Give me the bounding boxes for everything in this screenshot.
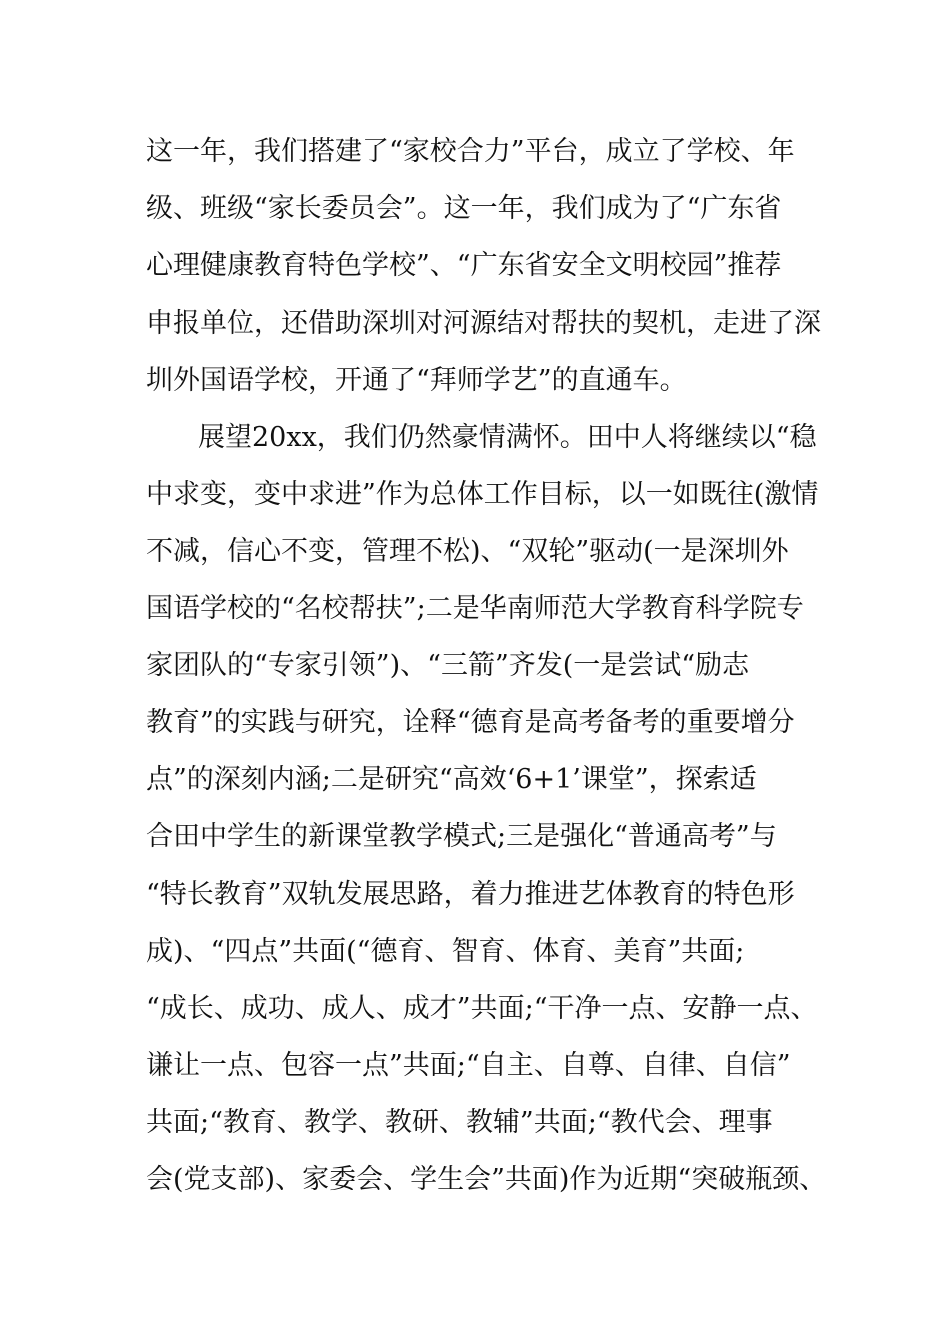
paragraph-line: 不减，信心不变，管理不松)、“双轮”驱动(一是深圳外 xyxy=(146,536,789,567)
paragraph-line: 教育”的实践与研究，诠释“德育是高考备考的重要增分 xyxy=(146,707,795,738)
paragraph-line: 会(党支部)、家委会、学生会”共面)作为近期“突破瓶颈、 xyxy=(146,1164,827,1195)
paragraph-line: “特长教育”双轨发展思路，着力推进艺体教育的特色形 xyxy=(146,879,795,910)
paragraph-line: 圳外国语学校，开通了“拜师学艺”的直通车。 xyxy=(146,365,687,396)
paragraph-line: 申报单位，还借助深圳对河源结对帮扶的契机，走进了深 xyxy=(146,308,821,339)
paragraph-line: 家团队的“专家引领”)、“三箭”齐发(一是尝试“励志 xyxy=(146,650,750,681)
paragraph-line: 级、班级“家长委员会”。这一年，我们成为了“广东省 xyxy=(146,193,782,224)
paragraph-line: 国语学校的“名校帮扶”;二是华南师范大学教育科学院专 xyxy=(146,593,804,624)
paragraph-line: 这一年，我们搭建了“家校合力”平台，成立了学校、年 xyxy=(146,136,795,167)
paragraph-line: 展望20xx，我们仍然豪情满怀。田中人将继续以“稳 xyxy=(198,422,817,453)
paragraph-line: 点”的深刻内涵;二是研究“高效‘6+1’课堂”，探索适 xyxy=(146,764,757,795)
paragraph-line: 谦让一点、包容一点”共面;“自主、自尊、自律、自信” xyxy=(146,1050,791,1081)
paragraph-line: 心理健康教育特色学校”、“广东省安全文明校园”推荐 xyxy=(146,250,782,281)
paragraph-line: 成)、“四点”共面(“德育、智育、体育、美育”共面; xyxy=(146,936,745,967)
paragraph-line: 共面;“教育、教学、教研、教辅”共面;“教代会、理事 xyxy=(146,1107,773,1138)
paragraph-line: “成长、成功、成人、成才”共面;“干净一点、安静一点、 xyxy=(146,993,818,1024)
paragraph-line: 中求变，变中求进”作为总体工作目标，以一如既往(激情 xyxy=(146,479,819,510)
paragraph-line: 合田中学生的新课堂教学模式;三是强化“普通高考”与 xyxy=(146,821,777,852)
